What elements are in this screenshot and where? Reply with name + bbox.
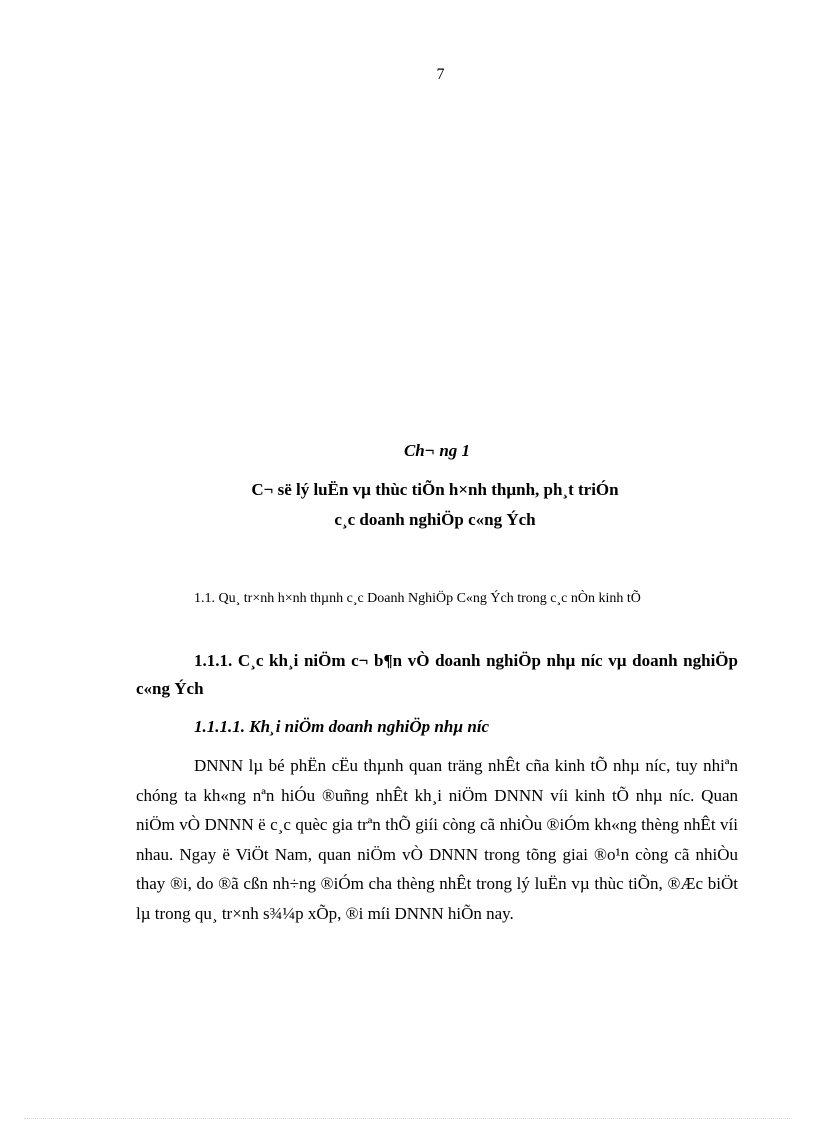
page-number: 7 bbox=[436, 66, 445, 83]
section-heading-1-1-1: 1.1.1. C¸c kh¸i niÖm c¬ b¶n vÒ doanh nghiÖp nhµ níc vµ doanh nghiÖp c«ng Ých bbox=[136, 651, 738, 698]
chapter-heading-line-2: c¸c doanh nghiÖp c«ng Ých bbox=[334, 510, 536, 529]
body-paragraph: DNNN lµ bé phËn cËu thµnh quan träng nhÊt cña kinh tÕ nhµ níc, tuy nhiªn chóng ta kh«ng nªn hiÓu ®uñng nhÊt kh¸i niÖm DNNN víi kinh tÕ nhµ níc. Quan niÖm vÒ DNNN ë c¸c quèc gia trªn thÕ giíi còng cã nhiÒu ®iÓm kh«ng thèng nhÊt víi nhau. Ngay ë ViÖt Nam, quan niÖm vÒ DNNN trong tõng giai ®o¹n còng cã nhiÒu thay ®i, do ®ã cßn nh÷ng ®iÓm cha thèng nhÊt trong lý luËn vµ thùc tiÕn, ®Æc biÖt lµ trong qu¸ tr×nh s¾¼p xÕp, ®i míi DNNN hiÕn nay. bbox=[136, 756, 738, 923]
chapter-title: Ch¬ ng 1 bbox=[403, 441, 471, 460]
page-bottom-rule bbox=[24, 1118, 792, 1119]
chapter-heading-line-1: C¬ së lý luËn vµ thùc tiÕn h×nh thµnh, ph¸t triÓn bbox=[251, 480, 619, 499]
section-heading-1-1: 1.1. Qu¸ tr×nh h×nh thµnh c¸c Doanh NghiÖp C«ng Ých trong c¸c nÒn kinh tÕ bbox=[194, 591, 641, 606]
section-heading-1-1-1-1: 1.1.1.1. Kh¸i niÖm doanh nghiÖp nhµ níc bbox=[194, 717, 490, 736]
